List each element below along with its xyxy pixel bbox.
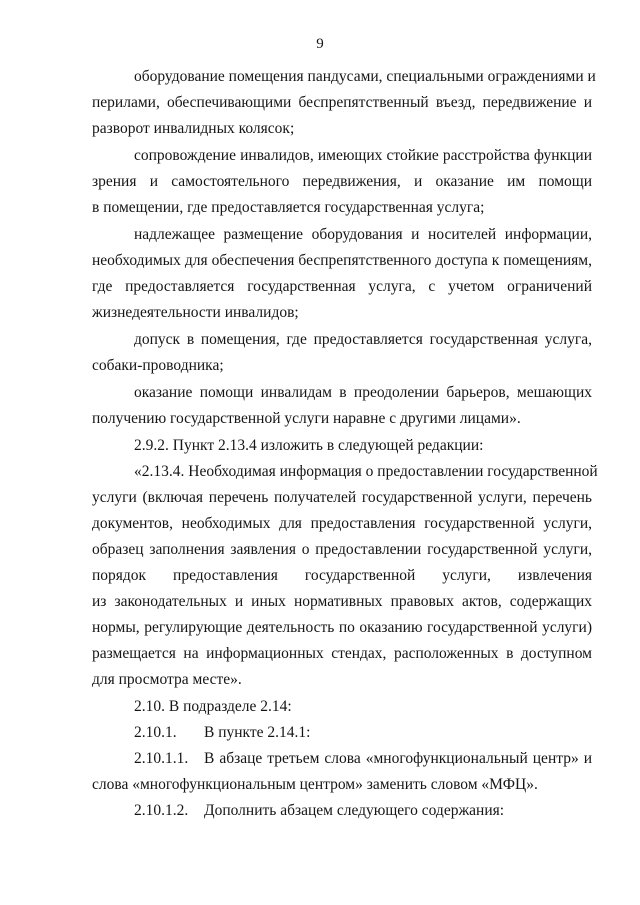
text-line: разворот инвалидных колясок;: [92, 120, 295, 137]
text-line: в помещении, где предоставляется государственная услуга;: [92, 199, 485, 216]
text-line: услуги (включая перечень получателей государственной услуги, перечень: [92, 489, 592, 506]
text-line: сопровождение инвалидов, имеющих стойкие расстройства функции: [134, 147, 592, 164]
item-text: Дополнить абзацем следующего содержания:: [204, 802, 505, 819]
text-line: жизнедеятельности инвалидов;: [92, 304, 299, 321]
text-line: для просмотра месте».: [92, 671, 242, 688]
item-text: В пункте 2.14.1:: [204, 724, 311, 741]
item-number: 2.10.1.: [134, 724, 177, 741]
item-number: 2.10.1.2.: [134, 802, 189, 819]
text-line: 2.9.2. Пункт 2.13.4 изложить в следующей редакции:: [134, 437, 484, 454]
text-line: из законодательных и иных нормативных правовых актов, содержащих: [92, 593, 592, 610]
text-line: собаки-проводника;: [92, 357, 224, 374]
item-text: В абзаце третьем слова «многофункциональный центр» и: [204, 750, 592, 767]
text-line: допуск в помещения, где предоставляется государственная услуга,: [134, 331, 592, 348]
text-line: надлежащее размещение оборудования и носителей информации,: [134, 226, 592, 243]
text-line: документов, необходимых для предоставления государственной услуги,: [92, 515, 592, 532]
text-line: получению государственной услуги наравне с другими лицами».: [92, 410, 521, 427]
text-line: нормы, регулирующие деятельность по оказанию государственной услуги): [92, 619, 592, 636]
text-line: перилами, обеспечивающими беспрепятственный въезд, передвижение и: [92, 94, 592, 111]
text-line: оборудование помещения пандусами, специальными ограждениями и: [134, 68, 596, 85]
text-line: слова «многофункциональным центром» заменить словом «МФЦ».: [92, 776, 538, 793]
text-line: где предоставляется государственная услуга, с учетом ограничений: [92, 278, 592, 295]
text-line: 2.10. В подразделе 2.14:: [134, 698, 292, 715]
text-line: «2.13.4. Необходимая информация о предоставлении государственной: [134, 463, 598, 480]
text-line: необходимых для обеспечения беспрепятственного доступа к помещениям,: [92, 252, 592, 269]
text-line: размещается на информационных стендах, расположенных в доступном: [92, 645, 592, 662]
text-line: образец заполнения заявления о предоставлении государственной услуги,: [92, 541, 592, 558]
text-line: зрения и самостоятельного передвижения, и оказание им помощи: [92, 173, 592, 190]
text-line: порядок предоставления государственной услуги, извлечения: [92, 567, 592, 584]
item-number: 2.10.1.1.: [134, 750, 189, 767]
text-line: оказание помощи инвалидам в преодолении барьеров, мешающих: [134, 384, 592, 401]
page-number: 9: [316, 36, 324, 52]
